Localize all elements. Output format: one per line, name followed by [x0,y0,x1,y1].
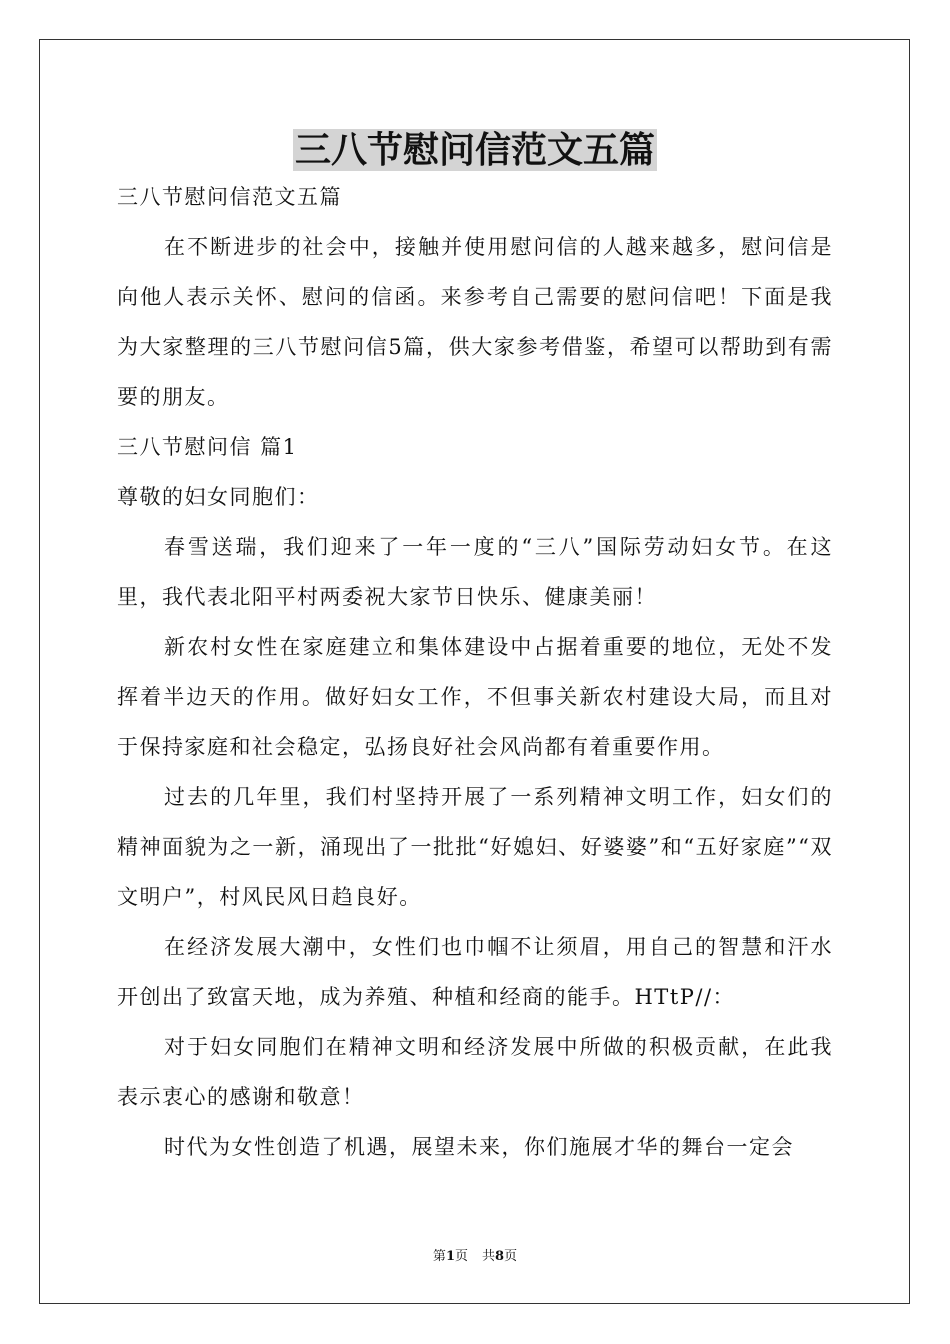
total-page-number: 8 [495,1249,505,1264]
document-body [117,172,833,1172]
page-prefix: 第 [432,1249,446,1264]
paragraph-body: 春雪送瑞，我们迎来了一年一度的“三八”国际劳动妇女节。在这里，我代表北阳平村两委祝大家节日快乐、健康美丽！ [117,535,833,609]
paragraph-body: 过去的几年里，我们村坚持开展了一系列精神文明工作，妇女们的精神面貌为之一新，涌现出了一批批“好媳妇、好婆婆”和“五好家庭”“双文明户”，村风民风日趋良好。 [117,785,833,909]
paragraph-section-heading: 三八节慰问信 篇1 [117,435,298,459]
paragraph-subtitle: 三八节慰问信范文五篇 [117,185,342,209]
page-suffix: 页 [454,1249,468,1264]
paragraph-body: 对于妇女同胞们在精神文明和经济发展中所做的积极贡献，在此我表示衷心的感谢和敬意！ [117,1035,833,1109]
document-title [0,128,950,172]
document-title-text: 三八节慰问信范文五篇 [294,129,655,171]
paragraph-body: 新农村女性在家庭建立和集体建设中占据着重要的地位，无处不发挥着半边天的作用。做好妇女工作，不但事关新农村建设大局，而且对于保持家庭和社会稳定，弘扬良好社会风尚都有着重要作用。 [117,635,833,759]
page-footer [0,1248,950,1266]
total-suffix: 页 [504,1249,518,1264]
paragraph-body: 时代为女性创造了机遇，展望未来，你们施展才华的舞台一定会 [164,1135,794,1159]
total-prefix: 共 [482,1249,496,1264]
paragraph-intro: 在不断进步的社会中，接触并使用慰问信的人越来越多，慰问信是向他人表示关怀、慰问的信函。来参考自己需要的慰问信吧！下面是我为大家整理的三八节慰问信5篇，供大家参考借鉴，希望可以帮助到有需要的朋友。 [117,235,833,409]
current-page-number: 1 [445,1249,455,1264]
paragraph-salutation: 尊敬的妇女同胞们： [117,485,320,509]
paragraph-body: 在经济发展大潮中，女性们也巾帼不让须眉，用自己的智慧和汗水开创出了致富天地，成为养殖、种植和经商的能手。HTtP//： [117,935,833,1009]
